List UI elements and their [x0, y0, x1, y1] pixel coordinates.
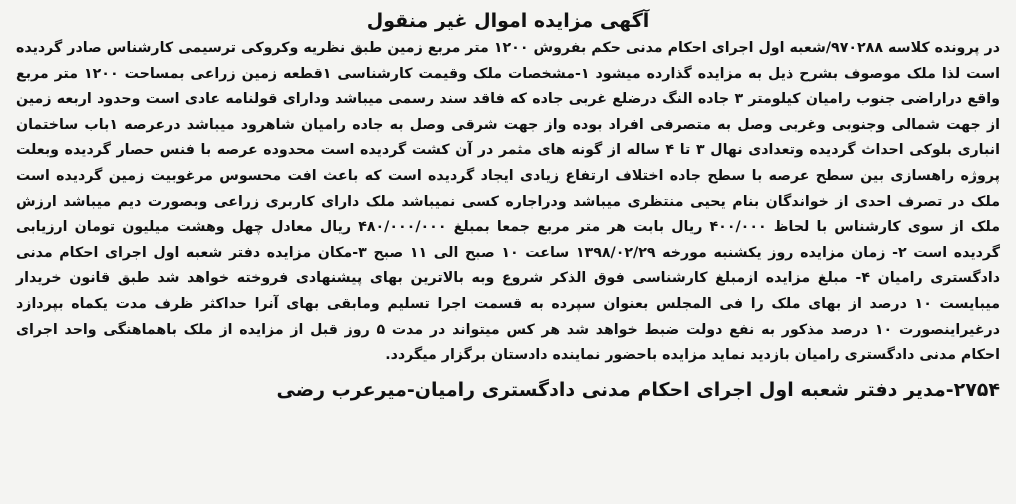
notice-signature: ۲۷۵۴-مدیر دفتر شعبه اول اجرای احکام مدنی دادگستری رامیان-میرعرب رضی — [276, 378, 1000, 401]
notice-body: در پرونده کلاسه ۹۷۰۲۸۸/شعبه اول اجرای احکام مدنی حکم بفروش ۱۲۰۰ متر مربع زمین طبق نظریه وکروکی ترسیمی کارشناس صادر گردیده است لذا ملک موصوف بشرح ذیل به مزایده گذارده میشود ۱-مشخصات ملک وقیمت کارشناسی ۱قطعه زمین زراعی بمساحت ۱۲۰۰ متر مربع واقع دراراضی جنوب رامیان کیلومتر ۳ جاده النگ درضلع غربی جاده که فاقد سند رسمی میباشد ودارای قولنامه عادی است وحدود اربعه زمین از جهت شمالی وجنوبی وغربی وصل به متصرفی افراد بوده واز جهت شرقی وصل به جاده رامیان شاهرود میباشد درعرصه ۱باب ساختمان انباری بلوکی احداث گردیده وتعدادی نهال ۳ تا ۴ ساله از گونه های مثمر در آن کشت گردیده است محدوده عرصه با فنس حصار گردیده وبعلت پروژه راهسازی بین سطح عرصه با سطح جاده اختلاف ارتفاع زیادی ایجاد گردیده است که باعث افت محسوس مرغوبیت زمین گردیده است ملک در تصرف احدی از خواندگان بنام یحیی منتظری میباشد ودراجاره کسی نمیباشد ملک دارای کاربری زراعی وبصورت دیم میباشد ارزش ملک از سوی کارشناس با لحاظ ۴۰۰/۰۰۰ ریال بابت هر متر مربع جمعا بمبلغ ۴۸۰/۰۰۰/۰۰۰ ریال معادل چهل وهشت میلیون تومان ارزیابی گردیده است ۲- زمان مزایده روز یکشنبه مورخه ۱۳۹۸/۰۲/۲۹ ساعت ۱۰ صبح الی ۱۱ صبح ۳-مکان مزایده دفتر شعبه اول اجرای احکام مدنی دادگستری رامیان ۴- مبلغ مزایده ازمبلغ کارشناسی فوق الذکر شروع وبه بالاترین بهای پیشنهادی فروخته خواهد شد طبق قانون خریدار میبایست ۱۰ درصد از بهای ملک را فی المجلس بعنوان سپرده به قسمت اجرا تسلیم ومابقی بهای آنرا حداکثر ظرف مدت یکماه بپردازد درغیراینصورت ۱۰ درصد مذکور به نفع دولت ضبط خواهد شد هر کس میتواند در مدت ۵ روز قبل از مزایده از ملک باهماهنگی واحد اجرای احکام مدنی دادگستری رامیان بازدید نماید مزایده باحضور نماینده دادستان برگزار میگردد. — [16, 40, 1001, 364]
notice-title: آگهی مزایده اموال غیر منقول — [366, 10, 650, 32]
